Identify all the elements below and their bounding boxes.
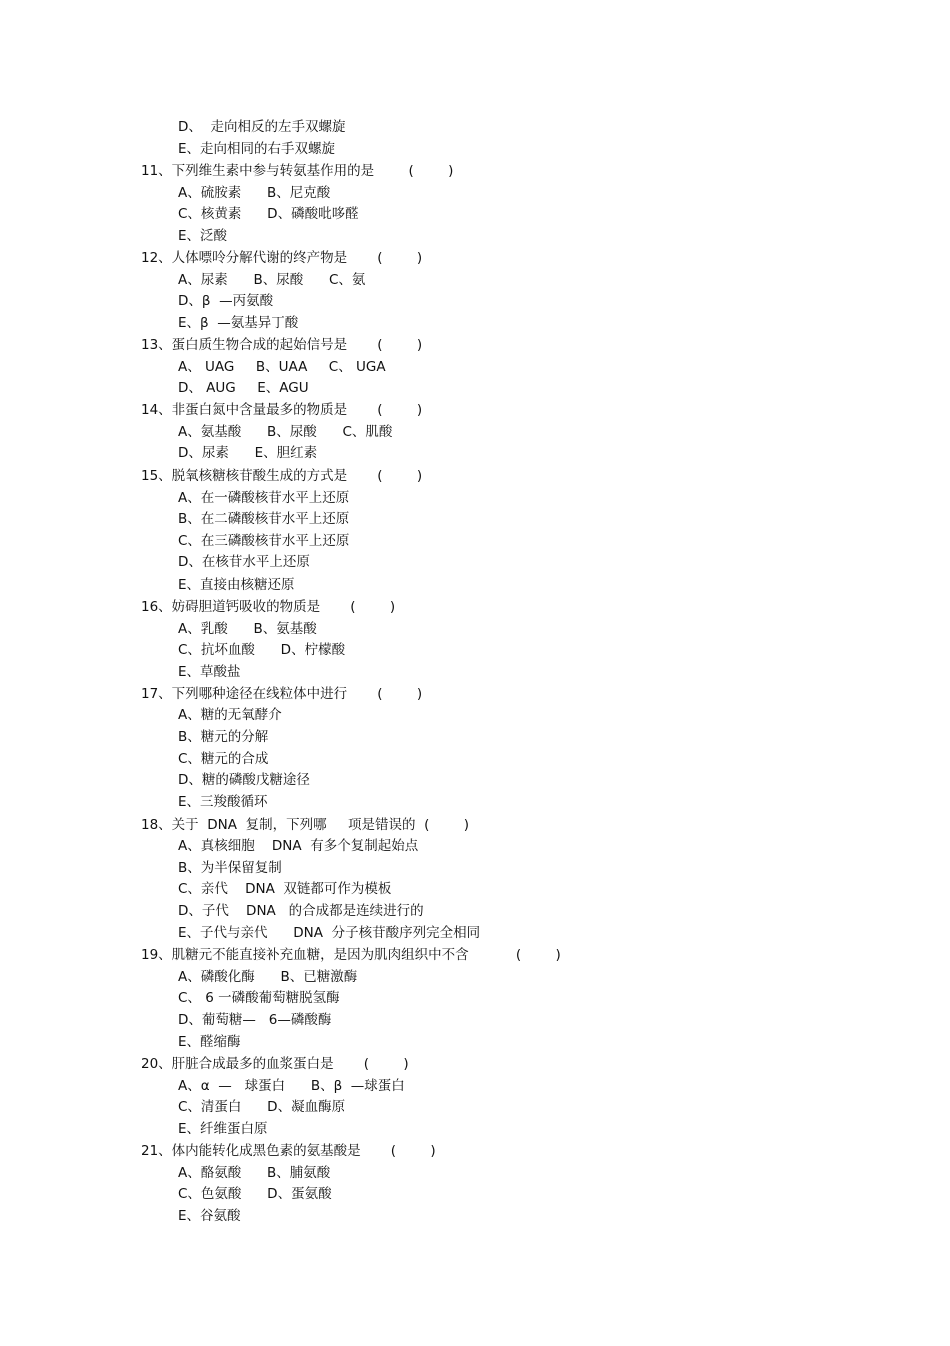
answer-option-line: A、乳酸 B、氨基酸 [178,621,317,637]
question-line: 19、肌糖元不能直接补充血糖，是因为肌肉组织中不含 ( ) [141,947,561,963]
question-line: 13、蛋白质生物合成的起始信号是 ( ) [141,337,423,353]
question-line: 14、非蛋白氮中含量最多的物质是 ( ) [141,402,423,418]
question-line: 18、关于 DNA 复制，下列哪 项是错误的 ( ) [141,817,469,833]
answer-option-line: C、色氨酸 D、蛋氨酸 [178,1186,332,1202]
question-line: 20、肝脏合成最多的血浆蛋白是 ( ) [141,1056,409,1072]
answer-option-line: D、葡萄糖— 6—磷酸酶 [178,1012,332,1028]
answer-option-line: C、在三磷酸核苷水平上还原 [178,533,350,549]
answer-option-line: D、糖的磷酸戊糖途径 [178,772,310,788]
answer-option-line: A、酪氨酸 B、脯氨酸 [178,1165,331,1181]
answer-option-line: A、磷酸化酶 B、已糖激酶 [178,969,358,985]
answer-option-line: D、子代 DNA 的合成都是连续进行的 [178,903,424,919]
answer-option-line: C、 6 一磷酸葡萄糖脱氢酶 [178,990,340,1006]
answer-option-line: C、糖元的合成 [178,751,269,767]
answer-option-line: C、清蛋白 D、凝血酶原 [178,1099,346,1115]
answer-option-line: E、泛酸 [178,228,228,244]
answer-option-line: A、糖的无氧酵介 [178,707,282,723]
question-line: 15、脱氧核糖核苷酸生成的方式是 ( ) [141,468,423,484]
answer-option-line: E、β —氨基异丁酸 [178,315,299,331]
answer-option-line: E、纤维蛋白原 [178,1121,268,1137]
answer-option-line: E、直接由核糖还原 [178,577,295,593]
answer-option-line: E、醛缩酶 [178,1034,241,1050]
answer-option-line: A、尿素 B、尿酸 C、氨 [178,272,366,288]
answer-option-line: D、在核苷水平上还原 [178,554,310,570]
answer-option-line: E、子代与亲代 DNA 分子核苷酸序列完全相同 [178,925,481,941]
question-line: 12、人体嘌呤分解代谢的终产物是 ( ) [141,250,423,266]
answer-option-line: B、糖元的分解 [178,729,269,745]
answer-option-line: E、草酸盐 [178,664,241,680]
answer-option-line: B、在二磷酸核苷水平上还原 [178,511,350,527]
question-line: 11、下列维生素中参与转氨基作用的是 ( ) [141,163,454,179]
answer-option-line: D、尿素 E、胆红素 [178,445,318,461]
answer-option-line: E、谷氨酸 [178,1208,241,1224]
answer-option-line: A、氨基酸 B、尿酸 C、肌酸 [178,424,393,440]
answer-option-line: B、为半保留复制 [178,860,282,876]
answer-option-line: C、核黄素 D、磷酸吡哆醛 [178,206,359,222]
answer-option-line: E、三羧酸循环 [178,794,268,810]
answer-option-line: D、β —丙氨酸 [178,293,274,309]
answer-option-line: A、α — 球蛋白 B、β —球蛋白 [178,1078,405,1094]
answer-option-line: A、在一磷酸核苷水平上还原 [178,490,350,506]
answer-option-line: D、 走向相反的左手双螺旋 [178,119,346,135]
question-line: 21、体内能转化成黑色素的氨基酸是 ( ) [141,1143,436,1159]
answer-option-line: C、亲代 DNA 双链都可作为模板 [178,881,392,897]
answer-option-line: A、硫胺素 B、尼克酸 [178,185,331,201]
answer-option-line: A、真核细胞 DNA 有多个复制起始点 [178,838,419,854]
answer-option-line: D、 AUG E、AGU [178,380,309,396]
answer-option-line: E、走向相同的右手双螺旋 [178,141,336,157]
question-line: 16、妨碍胆道钙吸收的物质是 ( ) [141,599,396,615]
answer-option-line: C、抗坏血酸 D、柠檬酸 [178,642,346,658]
question-line: 17、下列哪种途径在线粒体中进行 ( ) [141,686,423,702]
answer-option-line: A、 UAG B、UAA C、 UGA [178,359,386,375]
